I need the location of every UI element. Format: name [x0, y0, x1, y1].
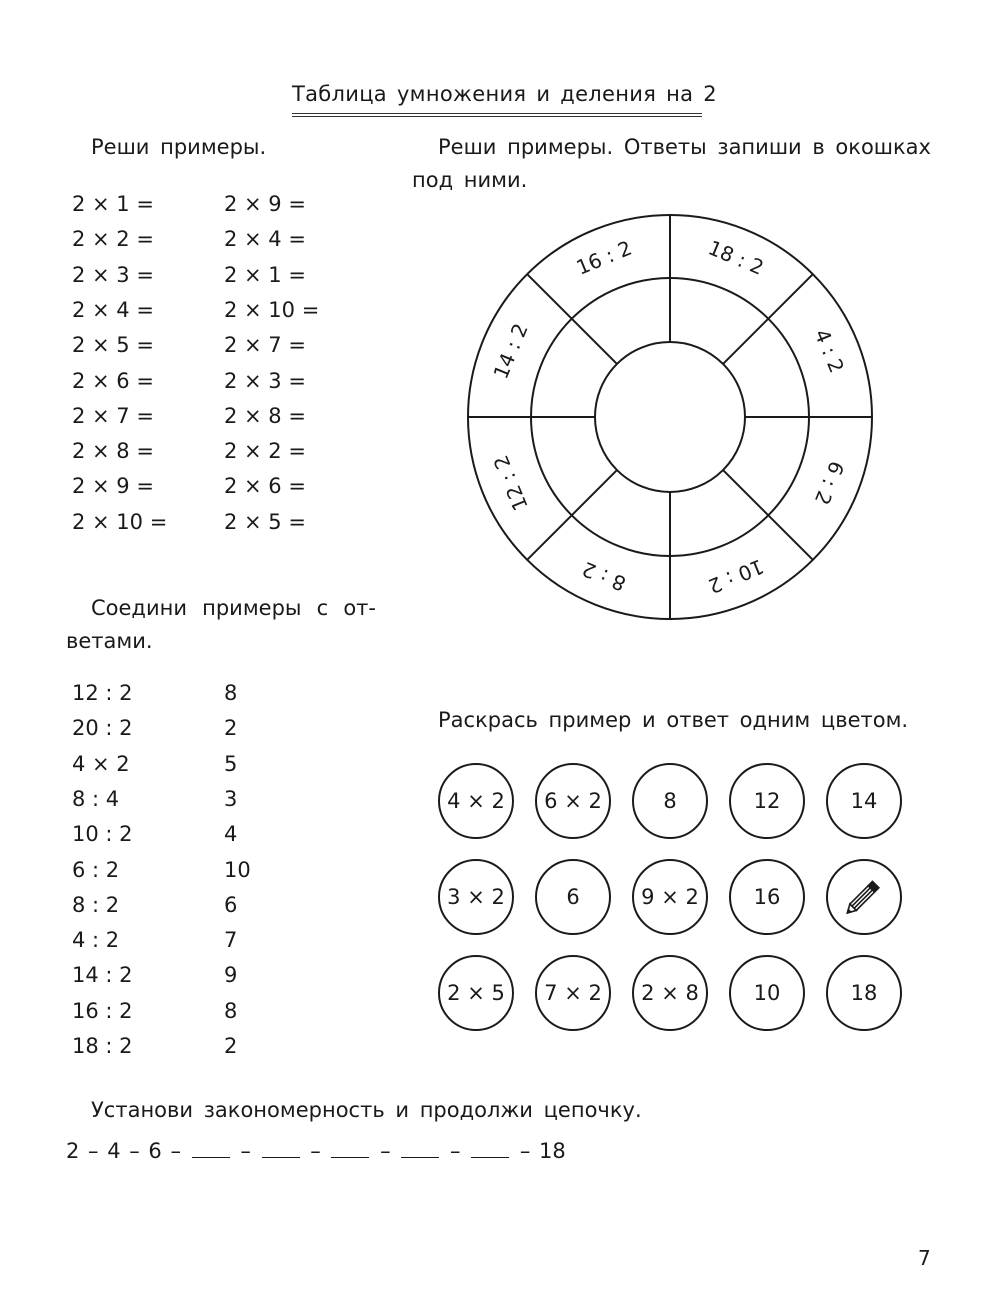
page-number: 7: [918, 1246, 931, 1270]
wheel-division-label: 6 : 2: [809, 457, 850, 509]
chain-sep: –: [380, 1139, 391, 1163]
match-example: 14 : 2: [72, 963, 133, 988]
match-answer: 3: [224, 786, 238, 811]
task3-instruction-line2: ветами.: [66, 629, 153, 653]
circle-label: 6: [566, 885, 580, 909]
wheel-center-circle: [595, 342, 745, 492]
multiplication-example: 2 × 10 =: [72, 509, 168, 534]
task4-instruction: Раскрась пример и ответ одним цветом.: [438, 708, 909, 732]
wheel-division-label: 4 : 2: [809, 325, 850, 377]
multiplication-example: 2 × 3 =: [224, 368, 306, 393]
circle-label: 6 × 2: [544, 789, 602, 813]
task3-instruction-line1: Соедини примеры с от-: [91, 596, 376, 620]
circle-label: 12: [753, 789, 781, 813]
chain-sep: –: [449, 1139, 461, 1163]
wheel-spoke: [723, 470, 768, 515]
color-match-circle[interactable]: [535, 859, 611, 935]
multiplication-example: 2 × 7 =: [224, 333, 306, 358]
circle-label: 7 × 2: [544, 981, 602, 1005]
wheel-division-label: 18 : 2: [704, 235, 768, 280]
wheel-spoke: [768, 515, 813, 560]
match-example: 12 : 2: [72, 681, 133, 705]
task5-instruction: Установи закономерность и продолжи цепочку.: [91, 1098, 642, 1122]
match-answer: 6: [224, 892, 238, 917]
circle-label: 2 × 8: [641, 981, 699, 1005]
multiplication-example: 2 × 3 =: [72, 262, 154, 287]
multiplication-example: 2 × 1 =: [72, 192, 154, 216]
match-example: 20 : 2: [72, 716, 133, 741]
task3-instruction: [66, 592, 376, 658]
circle-label: 14: [850, 789, 878, 813]
match-example: 18 : 2: [72, 1034, 133, 1058]
multiplication-example: 2 × 4 =: [72, 297, 154, 322]
chain-start: 2 – 4 – 6 –: [66, 1139, 181, 1163]
multiplication-example: 2 × 2 =: [224, 439, 306, 464]
multiplication-example: 2 × 8 =: [224, 403, 306, 428]
chain-end: – 18: [519, 1139, 566, 1163]
chain-blank[interactable]: [262, 1139, 300, 1158]
multiplication-example: 2 × 4 =: [224, 227, 306, 252]
wheel-spoke: [572, 470, 617, 515]
multiplication-example: 2 × 5 =: [224, 509, 306, 534]
wheel-division-label: 16 : 2: [572, 235, 636, 280]
match-example: 8 : 2: [72, 892, 120, 917]
wheel-spoke: [572, 319, 617, 364]
match-example: 4 : 2: [72, 928, 120, 953]
circle-label: 18: [850, 981, 878, 1005]
color-match-circle[interactable]: [729, 763, 805, 839]
match-answer: 4: [224, 822, 238, 847]
circle-label: 8: [663, 789, 677, 813]
circle-label: 2 × 5: [447, 981, 505, 1005]
color-match-circle[interactable]: [535, 763, 611, 839]
chain-sep: –: [240, 1139, 251, 1163]
chain-blank[interactable]: [192, 1139, 230, 1158]
multiplication-example: 2 × 10 =: [224, 297, 320, 322]
match-example: 4 × 2: [72, 751, 130, 776]
pencil-icon: [839, 872, 889, 922]
color-match-circle[interactable]: [438, 859, 514, 935]
match-example: 10 : 2: [72, 822, 133, 847]
circle-label: 10: [753, 981, 781, 1005]
number-chain: [66, 1139, 566, 1163]
circle-label: 4 × 2: [447, 789, 505, 813]
multiplication-example: 2 × 6 =: [72, 368, 154, 393]
color-match-circle[interactable]: [632, 955, 708, 1031]
wheel-spoke: [768, 274, 813, 319]
title-underline: [292, 113, 702, 114]
multiplication-example: 2 × 8 =: [72, 439, 154, 464]
match-answer: 2: [224, 716, 238, 741]
color-match-circle[interactable]: [826, 763, 902, 839]
multiplication-example: 2 × 2 =: [72, 227, 154, 252]
wheel-division-label: 14 : 2: [488, 319, 533, 383]
color-match-circle[interactable]: [438, 955, 514, 1031]
wheel-spoke: [527, 274, 572, 319]
chain-blank[interactable]: [401, 1139, 439, 1158]
multiplication-example: 2 × 9 =: [224, 192, 306, 216]
match-answer: 2: [224, 1034, 238, 1058]
chain-blank[interactable]: [471, 1139, 509, 1158]
wheel-division-label: 12 : 2: [488, 451, 533, 515]
match-example: 16 : 2: [72, 998, 133, 1023]
match-answer: 8: [224, 998, 238, 1023]
wheel-division-label: 10 : 2: [704, 554, 768, 599]
circle-label: 9 × 2: [641, 885, 699, 909]
multiplication-example: 2 × 1 =: [224, 262, 306, 287]
match-example: 6 : 2: [72, 857, 120, 882]
color-match-circle[interactable]: [438, 763, 514, 839]
division-wheel: [460, 208, 880, 628]
chain-sep: –: [310, 1139, 321, 1163]
pencil-circle[interactable]: [826, 859, 902, 935]
color-match-circle[interactable]: [826, 955, 902, 1031]
wheel-spoke: [527, 515, 572, 560]
match-answer: 10: [224, 857, 251, 882]
page-title: Таблица умножения и деления на 2: [292, 82, 717, 106]
wheel-division-label: 8 : 2: [578, 556, 630, 597]
task2-instruction-line1: Реши примеры. Ответы запиши в окошках: [438, 135, 931, 159]
task2-instruction-line2: под ними.: [412, 168, 528, 192]
color-match-circle[interactable]: [729, 955, 805, 1031]
multiplication-example: 2 × 9 =: [72, 474, 154, 499]
match-answer: 5: [224, 751, 238, 776]
match-answer: 8: [224, 681, 238, 705]
multiplication-example: 2 × 6 =: [224, 474, 306, 499]
color-match-circle[interactable]: [535, 955, 611, 1031]
match-answer: 7: [224, 928, 238, 953]
match-answer: 9: [224, 963, 238, 988]
color-match-circle[interactable]: [729, 859, 805, 935]
wheel-spoke: [723, 319, 768, 364]
multiplication-example: 2 × 7 =: [72, 403, 154, 428]
circle-label: 16: [753, 885, 781, 909]
color-match-circle[interactable]: [632, 859, 708, 935]
multiplication-example: 2 × 5 =: [72, 333, 154, 358]
title-underline-2: [292, 116, 702, 117]
color-match-circle[interactable]: [632, 763, 708, 839]
chain-blank[interactable]: [331, 1139, 369, 1158]
task1-instruction: Реши примеры.: [91, 135, 267, 159]
circle-label: 3 × 2: [447, 885, 505, 909]
match-example: 8 : 4: [72, 786, 120, 811]
